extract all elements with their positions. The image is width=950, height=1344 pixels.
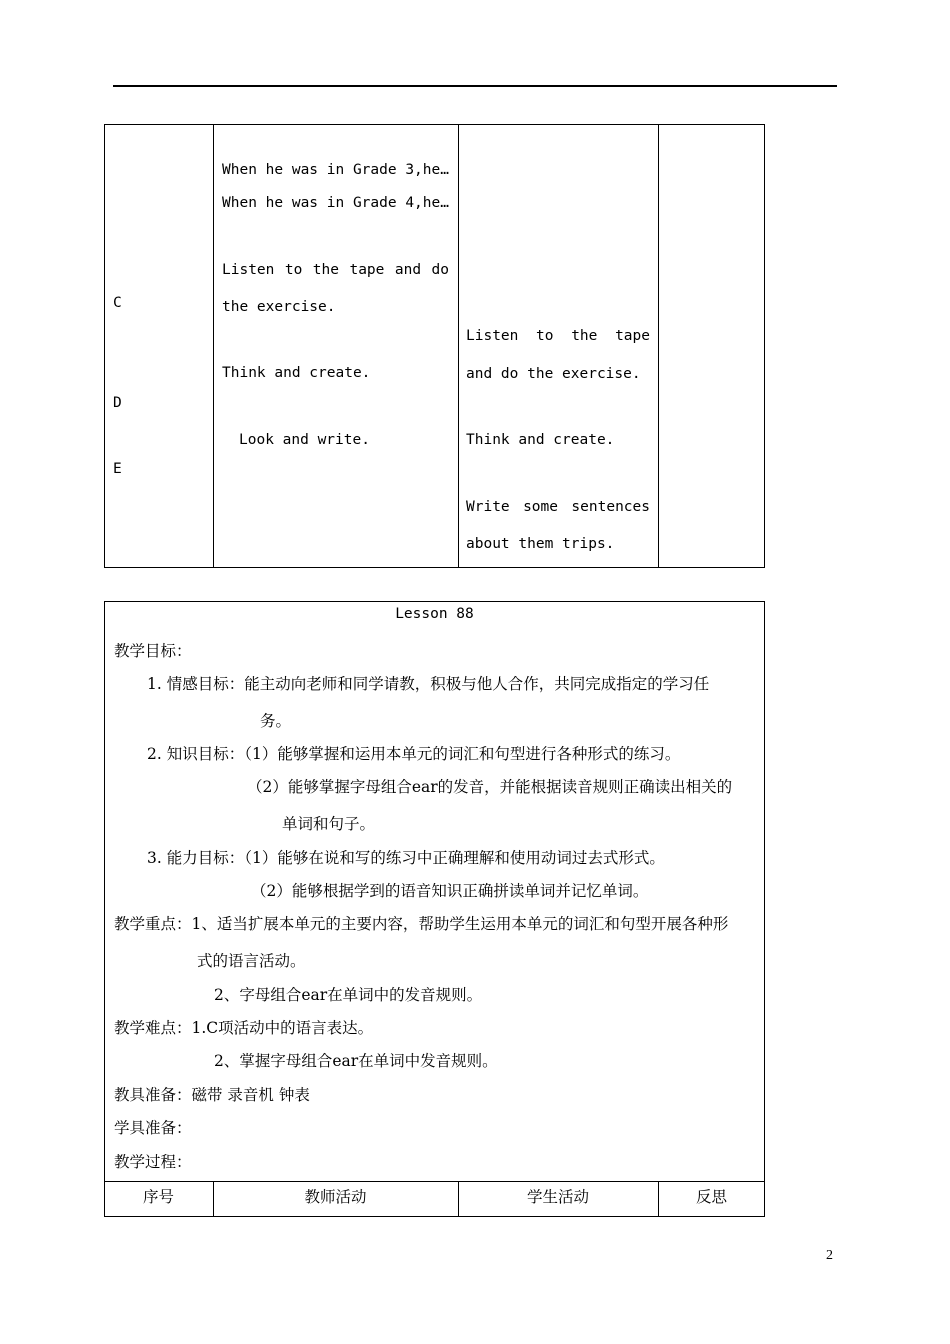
goal-knowledge: 2. 知识目标：（1）能够掌握和运用本单元的词汇和句型进行各种形式的练习。 [147,745,681,763]
header-row-rule [104,1181,765,1182]
goal-affective: 1. 情感目标：能主动向老师和同学请教，积极与他人合作，共同完成指定的学习任 [147,675,710,693]
page-number: 2 [826,1248,833,1263]
teacher-listen-text: Listen to the tape and do [222,262,449,278]
difficult-points-2: 2、掌握字母组合ear在单词中发音规则。 [214,1052,498,1070]
goal-knowledge-2: （2）能够掌握字母组合ear的发音，并能根据读音规则正确读出相关的 [247,778,733,796]
step-label-c: C [113,295,122,311]
teacher-think-text: Think and create. [222,365,371,381]
key-points: 教学重点：1、适当扩展本单元的主要内容，帮助学生运用本单元的词汇和句型开展各种形 [114,915,729,933]
activity-table [104,124,765,568]
teacher-grade4-text: When he was in Grade 4,he… [222,195,449,211]
goals-heading: 教学目标： [114,642,192,660]
student-listen-text: and do the exercise. [466,366,641,382]
column-header-student: 学生活动 [526,1188,589,1206]
key-points-2: 2、字母组合ear在单词中的发音规则。 [214,986,483,1004]
difficult-points: 教学难点：1.C项活动中的语言表达。 [114,1019,374,1037]
step-label-d: D [113,395,122,411]
teacher-listen-text: the exercise. [222,299,336,315]
student-preparation: 学具准备： [114,1119,192,1137]
step-label-e: E [113,461,122,477]
goal-affective-cont: 务。 [260,712,292,730]
lesson-title: Lesson 88 [395,606,474,622]
goal-ability: 3. 能力目标：（1）能够在说和写的练习中正确理解和使用动词过去式形式。 [147,849,665,867]
table-divider [658,124,659,568]
column-header-number: 序号 [142,1188,174,1206]
goal-knowledge-2-cont: 单词和句子。 [282,815,376,833]
student-listen-text: Listen to the tape [466,328,650,344]
teaching-process: 教学过程： [114,1153,192,1171]
teacher-grade3-text: When he was in Grade 3,he… [222,162,449,178]
header-rule [113,85,837,87]
student-write-text: about them trips. [466,536,615,552]
teacher-look-text: Look and write. [239,432,370,448]
student-think-text: Think and create. [466,432,615,448]
column-header-teacher: 教师活动 [304,1188,367,1206]
column-header-reflection: 反思 [695,1188,727,1206]
table-divider [458,124,459,568]
table-divider [213,124,214,568]
student-write-text: Write some sentences [466,499,650,515]
key-points-cont: 式的语言活动。 [197,952,306,970]
teaching-tools: 教具准备：磁带 录音机 钟表 [114,1086,310,1104]
goal-ability-2: （2）能够根据学到的语音知识正确拼读单词并记忆单词。 [251,882,649,900]
